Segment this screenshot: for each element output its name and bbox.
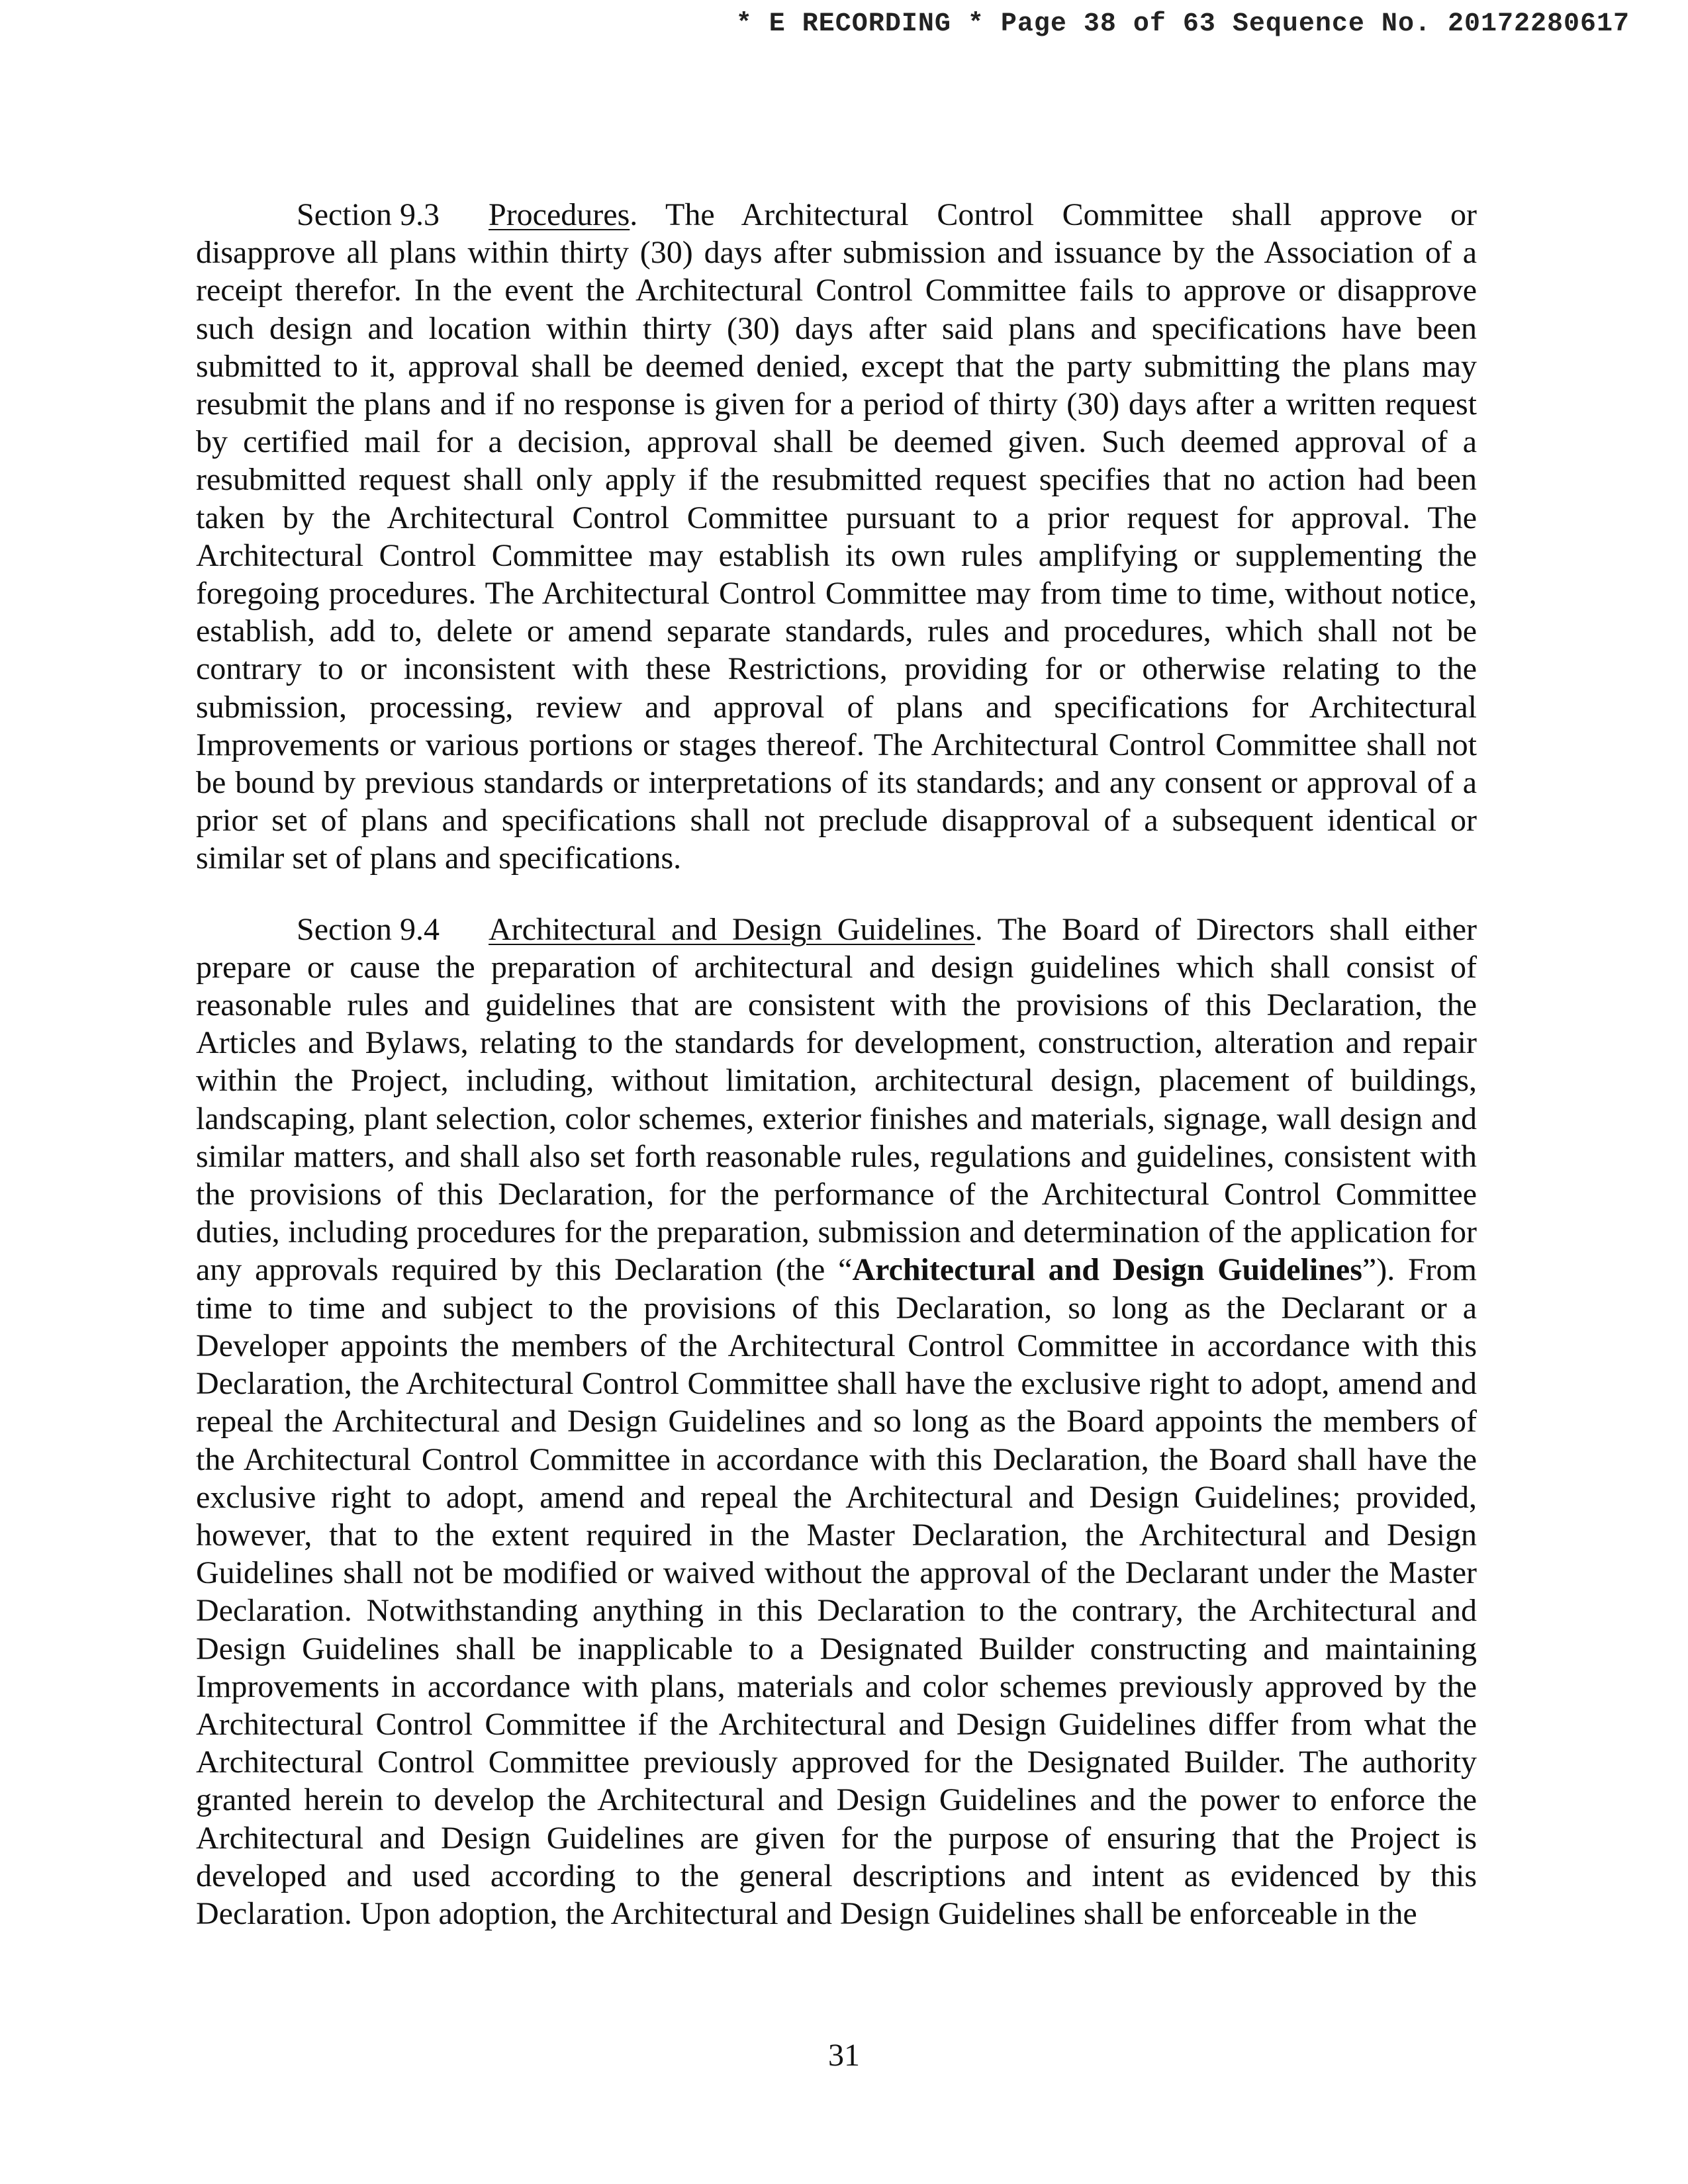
section-9-4 (196, 911, 1477, 1933)
section-title: Architectural and Design Guidelines (489, 911, 975, 947)
section-text-before-term: The Board of Directors shall either prepare or cause the preparation of architectural and design guidelines which shall consist of reasonable rules and guidelines that are consistent with the provisions of this Declaration, the Articles and Bylaws, relating to the standards for development, construction, alteration and repair within the Project, including, without limitation, architectural design, placement of buildings, landscaping, plant selection, color schemes, exterior finishes and materials, signage, wall design and similar matters, and shall also set forth reasonable rules, regulations and guidelines, consistent with the provisions of this Declaration, for the performance of the Architectural Control Committee duties, including procedures for the preparation, submission and determination of the application for any approvals required by this Declaration (the “ (196, 911, 1477, 1288)
section-number: Section 9.3 (297, 197, 440, 232)
page-number: 31 (828, 2038, 860, 2073)
section-title-suffix: . (630, 197, 638, 232)
section-number: Section 9.4 (297, 911, 440, 947)
document-body (196, 196, 1477, 1966)
defined-term: Architectural and Design Guidelines (852, 1252, 1362, 1288)
recording-stamp: * E RECORDING * Page 38 of 63 Sequence No. 20172280617 (735, 9, 1630, 39)
section-title: Procedures (489, 197, 630, 232)
section-title-suffix: . (974, 911, 983, 947)
section-text-after-term: ”). From time to time and subject to the provisions of this Declaration, so long as the Declarant or a Developer appoints the members of the Architectural Control Committee in accordance with this Declaration, the Architectural Control Committee shall have the exclusive right to adopt, amend and repeal the Architectural and Design Guidelines and so long as the Board appoints the members of the Architectural Control Committee in accordance with this Declaration, the Board shall have the exclusive right to adopt, amend and repeal the Architectural and Design Guidelines; provided, however, that to the extent required in the Master Declaration, the Architectural and Design Guidelines shall not be modified or waived without the approval of the Declarant under the Master Declaration. Notwithstanding anything in this Declaration to the contrary, the Architectural and Design Guidelines shall be inapplicable to a Designated Builder constructing and maintaining Improvements in accordance with plans, materials and color schemes previously approved by the Architectural Control Committee if the Architectural and Design Guidelines differ from what the Architectural Control Committee previously approved for the Designated Builder. The authority granted herein to develop the Architectural and Design Guidelines and the power to enforce the Architectural and Design Guidelines are given for the purpose of ensuring that the Project is developed and used according to the general descriptions and intent as evidenced by this Declaration. Upon adoption, the Architectural and Design Guidelines shall be enforceable in the (196, 1252, 1477, 1931)
section-text: The Architectural Control Committee shall approve or disapprove all plans within thirty (30) days after submission and issuance by the Association of a receipt therefor. In the event the Architectural Control Committee fails to approve or disapprove such design and location within thirty (30) days after said plans and specifications have been submitted to it, approval shall be deemed denied, except that the party submitting the plans may resubmit the plans and if no response is given for a period of thirty (30) days after a written request by certified mail for a decision, approval shall be deemed given. Such deemed approval of a resubmitted request shall only apply if the resubmitted request specifies that no action had been taken by the Architectural Control Committee pursuant to a prior request for approval. The Architectural Control Committee may establish its own rules amplifying or supplementing the foregoing procedures. The Architectural Control Committee may from time to time, without notice, establish, add to, delete or amend separate standards, rules and procedures, which shall not be contrary to or inconsistent with these Restrictions, providing for or otherwise relating to the submission, processing, review and approval of plans and specifications for Architectural Improvements or various portions or stages thereof. The Architectural Control Committee shall not be bound by previous standards or interpretations of its standards; and any consent or approval of a prior set of plans and specifications shall not preclude disapproval of a subsequent identical or similar set of plans and specifications. (196, 197, 1477, 876)
section-9-3 (196, 196, 1477, 878)
